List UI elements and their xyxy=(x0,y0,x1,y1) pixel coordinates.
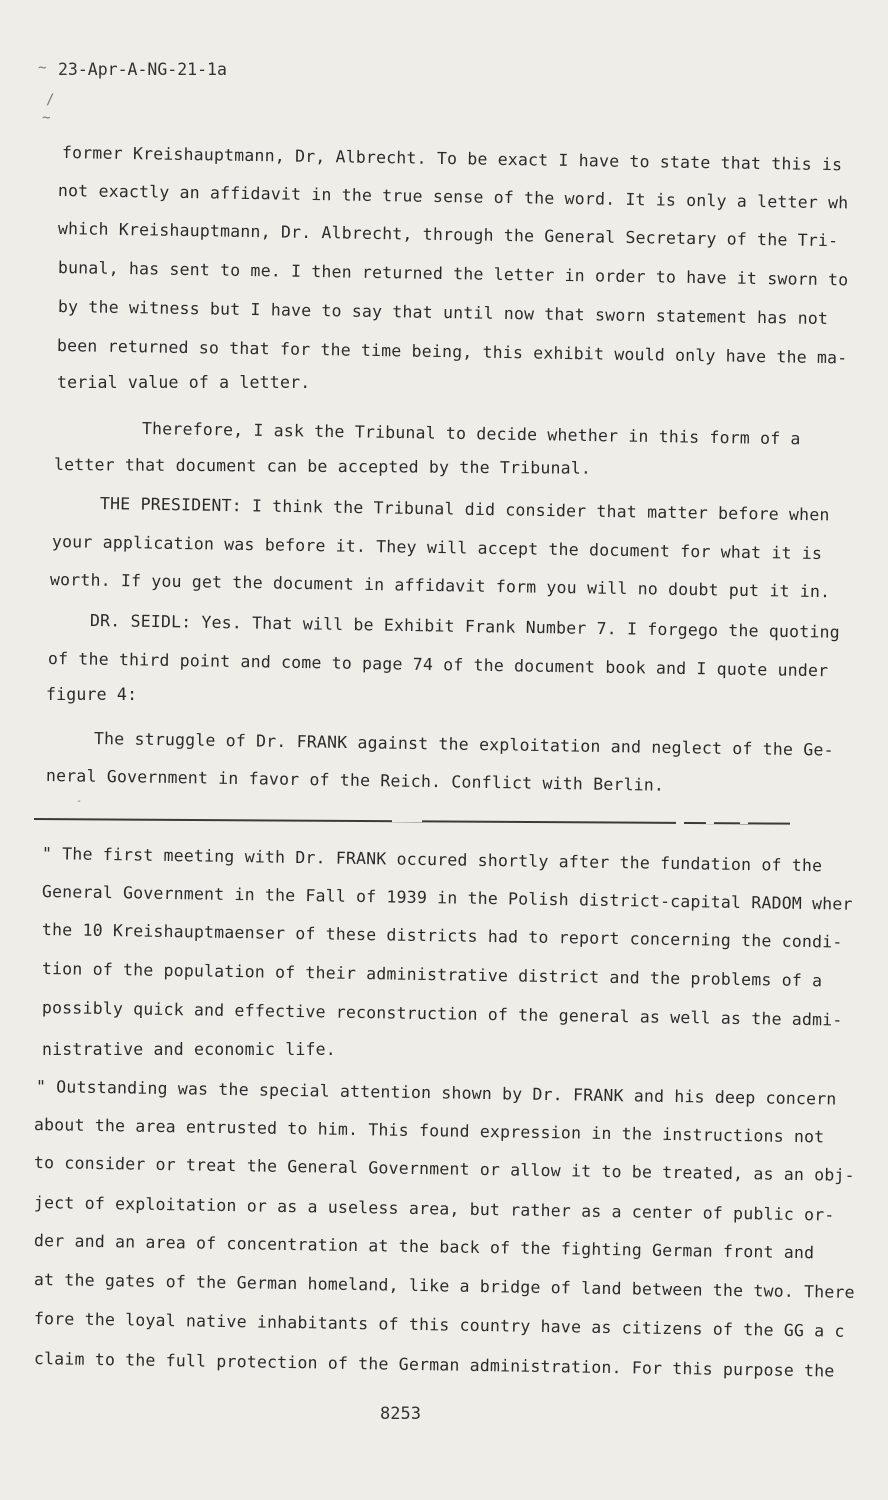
margin-mark: / xyxy=(46,92,55,108)
quote-line: the 10 Kreishauptmaenser of these districts had to report concerning the condi- xyxy=(41,920,843,952)
speaker-line: THE PRESIDENT: I think the Tribunal did consider that matter before when xyxy=(99,494,830,525)
divider-gap xyxy=(706,816,714,824)
quote-line: General Government in the Fall of 1939 in the Polish district-capital RADOM wher xyxy=(41,882,853,914)
body-line: which Kreishauptmann, Dr. Albrecht, through the General Secretary of the Tri- xyxy=(57,219,839,251)
quote-line: claim to the full protection of the German administration. For this purpose the xyxy=(33,1349,835,1381)
margin-mark: ~ xyxy=(38,60,47,76)
body-line: letter that document can be accepted by the Tribunal. xyxy=(53,455,592,478)
quote-line: at the gates of the German homeland, like a bridge of land between the two. There xyxy=(33,1270,855,1302)
quote-line: to consider or treat the General Government or allow it to be treated, as an obj- xyxy=(33,1153,855,1185)
quote-line: about the area entrusted to him. This found expression in the instructions not xyxy=(33,1115,825,1147)
page-number: 8253 xyxy=(380,1404,421,1424)
body-line: of the third point and come to page 74 of the document book and I quote under xyxy=(47,649,829,681)
quote-line: possibly quick and effective reconstruction of the general as well as the admi- xyxy=(41,998,843,1030)
body-line: The struggle of Dr. FRANK against the exploitation and neglect of the Ge- xyxy=(93,729,834,760)
body-line: by the witness but I have to say that until now that sworn statement has not xyxy=(57,297,829,329)
quote-line: der and an area of concentration at the back of the fighting German front and xyxy=(33,1231,815,1263)
quote-line: fore the loyal native inhabitants of this country have as citizens of the GG a c xyxy=(33,1309,845,1341)
document-reference: 23-Apr-A-NG-21-1a xyxy=(58,60,227,79)
speaker-line: DR. SEIDL: Yes. That will be Exhibit Frank Number 7. I forgego the quoting xyxy=(89,611,840,642)
body-line: your application was before it. They will accept the document for what it is xyxy=(51,532,823,564)
divider-gap xyxy=(740,816,748,824)
quote-line: " The first meeting with Dr. FRANK occured shortly after the fundation of the xyxy=(41,844,823,876)
body-line: bunal, has sent to me. I then returned the letter in order to have it sworn to xyxy=(57,258,849,290)
body-line: terial value of a letter. xyxy=(57,373,311,392)
body-line: Therefore, I ask the Tribunal to decide whether in this form of a xyxy=(141,419,801,449)
quote-line: tion of the population of their administrative district and the problems of a xyxy=(41,959,823,991)
body-line: been returned so that for the time being, this exhibit would only have the ma- xyxy=(56,336,848,368)
body-line: former Kreishauptmann, Dr, Albrecht. To be exact I have to state that this is xyxy=(61,143,843,175)
body-line: not exactly an affidavit in the true sense of the word. It is only a letter wh xyxy=(57,181,849,213)
margin-mark: ~ xyxy=(42,110,51,126)
body-line: neral Government in favor of the Reich. Conflict with Berlin. xyxy=(45,766,665,795)
quote-line: ject of exploitation or as a useless area, but rather as a center of public or- xyxy=(33,1193,835,1225)
divider-gap xyxy=(676,816,684,824)
divider-gap xyxy=(392,814,422,822)
stray-mark: - xyxy=(76,796,83,807)
body-line: worth. If you get the document in affidavit form you will no doubt put it in. xyxy=(49,570,831,602)
quote-line: " Outstanding was the special attention shown by Dr. FRANK and his deep concern xyxy=(35,1077,837,1109)
quote-line: nistrative and economic life. xyxy=(42,1040,336,1059)
body-line: figure 4: xyxy=(46,685,138,704)
